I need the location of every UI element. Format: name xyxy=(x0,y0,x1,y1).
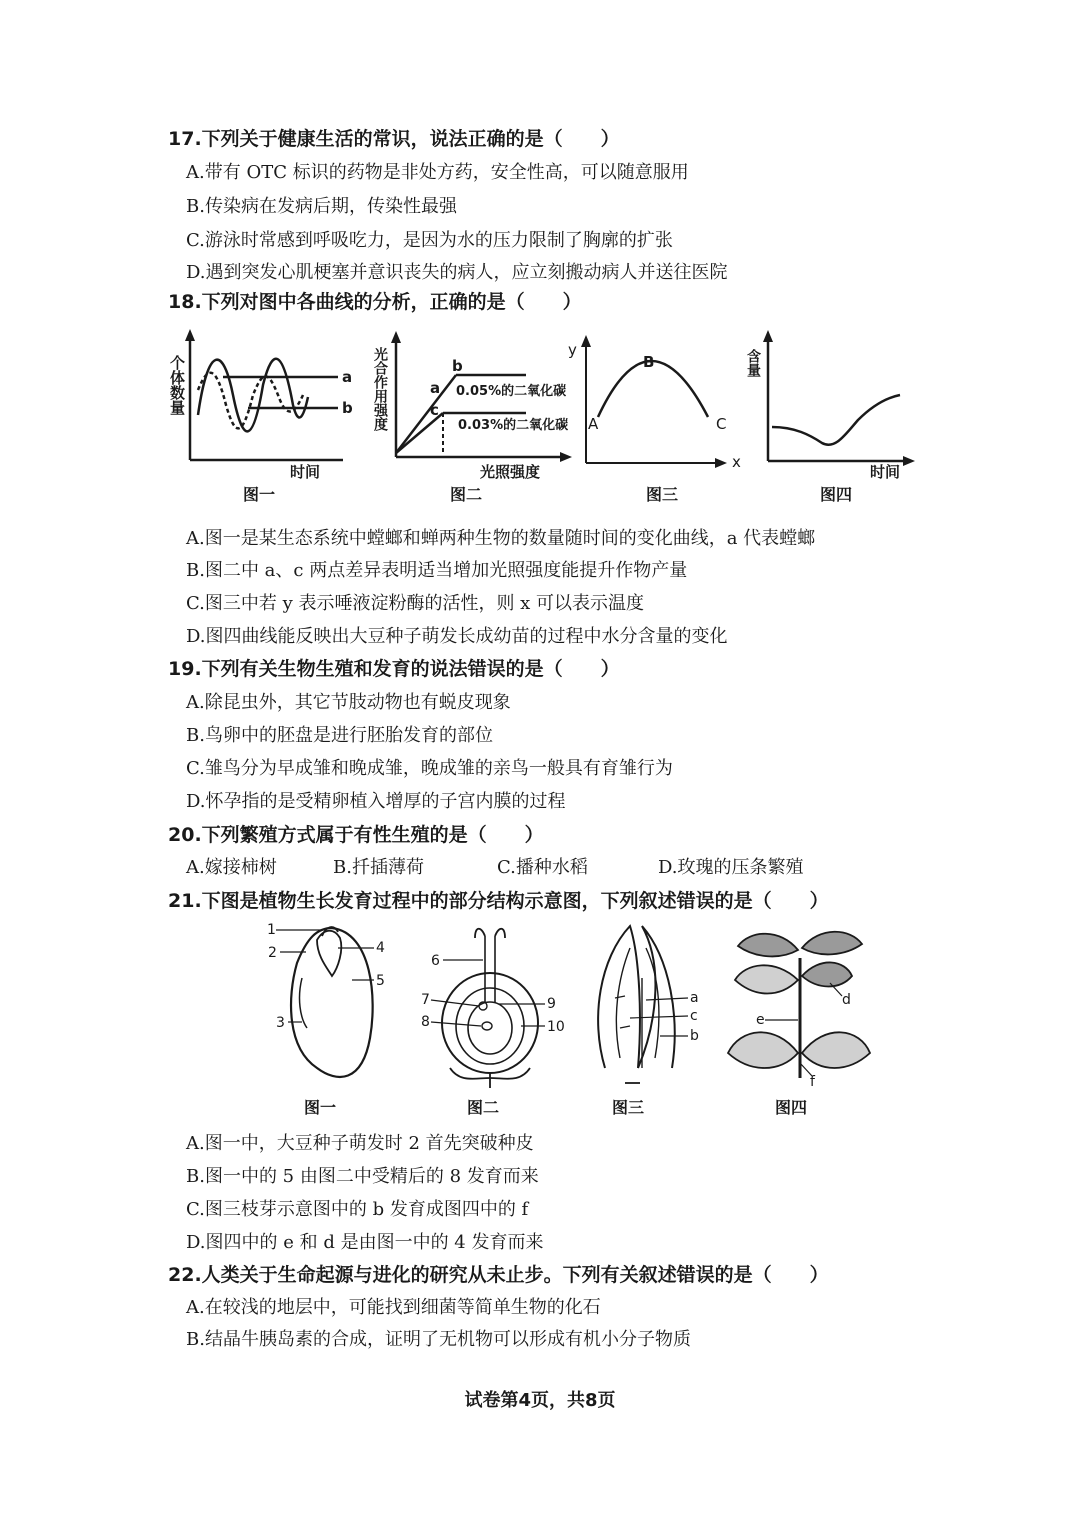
q18-figure-2 xyxy=(368,325,573,515)
question-18-option-d: D.图四曲线能反映出大豆种子萌发长成幼苗的过程中水分含量的变化 xyxy=(186,626,728,647)
question-21-option-a: A.图一中，大豆种子萌发时 2 首先突破种皮 xyxy=(186,1133,534,1154)
q18-fig3-label-b: B xyxy=(643,353,655,371)
question-19-option-c: C.雏鸟分为早成雏和晚成雏，晚成雏的亲鸟一般具有育雏行为 xyxy=(186,758,673,779)
question-19-option-d: D.怀孕指的是受精卵植入增厚的子宫内膜的过程 xyxy=(186,791,566,812)
question-21-option-d: D.图四中的 e 和 d 是由图一中的 4 发育而来 xyxy=(186,1232,544,1253)
question-20-option-a: A.嫁接柿树 xyxy=(186,857,277,878)
question-17-stem: 17.下列关于健康生活的常识，说法正确的是（ ） xyxy=(168,128,620,150)
q18-fig2-xlabel: 光照强度 xyxy=(480,463,541,481)
question-18-option-c: C.图三中若 y 表示唾液淀粉酶的活性，则 x 可以表示温度 xyxy=(186,593,645,614)
q21-fig4-label-d: d xyxy=(842,992,851,1008)
q18-fig2-caption: 图二 xyxy=(450,485,483,504)
question-21-stem: 21.下图是植物生长发育过程中的部分结构示意图，下列叙述错误的是（ ） xyxy=(168,890,829,912)
q21-fig2-label-10: 10 xyxy=(547,1019,565,1035)
question-17-option-d: D.遇到突发心肌梗塞并意识丧失的病人，应立刻搬动病人并送往医院 xyxy=(186,262,728,283)
question-22-stem: 22.人类关于生命起源与进化的研究从未止步。下列有关叙述错误的是（ ） xyxy=(168,1264,829,1286)
q18-fig3-xlabel: x xyxy=(732,453,741,471)
q18-figure-4 xyxy=(745,325,925,515)
q18-fig2-label-a: a xyxy=(430,379,441,397)
q21-fig2-label-9: 9 xyxy=(547,996,556,1012)
question-21-option-c: C.图三枝芽示意图中的 b 发育成图四中的 f xyxy=(186,1199,529,1220)
q21-fig4-label-e: e xyxy=(756,1012,765,1028)
question-19-option-a: A.除昆虫外，其它节肢动物也有蜕皮现象 xyxy=(186,692,511,713)
question-19-option-b: B.鸟卵中的胚盘是进行胚胎发育的部位 xyxy=(186,725,493,746)
question-20-option-b: B.扦插薄荷 xyxy=(333,857,424,878)
q18-fig2-ylabel: 光合作用强度 xyxy=(372,347,388,431)
question-17-option-c: C.游泳时常感到呼吸吃力，是因为水的压力限制了胸廓的扩张 xyxy=(186,230,673,251)
q21-fig3-label-a: a xyxy=(690,990,699,1006)
question-22-option-b: B.结晶牛胰岛素的合成，证明了无机物可以形成有机小分子物质 xyxy=(186,1329,691,1350)
page-footer: 试卷第4页，共8页 xyxy=(464,1390,616,1411)
q18-fig1-label-b: b xyxy=(342,399,353,417)
q21-fig2-label-6: 6 xyxy=(431,953,440,969)
q18-fig3-label-c: C xyxy=(716,415,727,433)
q18-fig2-line1: 0.05%的二氧化碳 xyxy=(456,384,567,399)
q18-fig1-label-a: a xyxy=(342,368,353,386)
q21-fig3-label-c: c xyxy=(690,1008,698,1024)
q18-fig1-caption: 图一 xyxy=(243,485,276,504)
q21-fig3-caption: 图三 xyxy=(612,1098,645,1117)
question-20-option-d: D.玫瑰的压条繁殖 xyxy=(658,857,804,878)
question-18-stem: 18.下列对图中各曲线的分析，正确的是（ ） xyxy=(168,291,582,313)
q18-fig4-caption: 图四 xyxy=(820,485,853,504)
q18-fig1-xlabel: 时间 xyxy=(290,463,321,481)
q21-fig4-caption: 图四 xyxy=(775,1098,808,1117)
q21-fig1-label-4: 4 xyxy=(376,940,385,956)
question-22-option-a: A.在较浅的地层中，可能找到细菌等简单生物的化石 xyxy=(186,1297,601,1318)
q21-fig2-label-8: 8 xyxy=(421,1014,430,1030)
q21-figure-4 xyxy=(720,918,880,1118)
question-21-option-b: B.图一中的 5 由图二中受精后的 8 发育而来 xyxy=(186,1166,539,1187)
q21-fig2-label-7: 7 xyxy=(421,992,430,1008)
q18-fig2-line2: 0.03%的二氧化碳 xyxy=(458,418,569,433)
q18-fig4-ylabel: 含量 xyxy=(745,349,761,377)
q21-fig3-label-b: b xyxy=(690,1028,699,1044)
question-20-stem: 20.下列繁殖方式属于有性生殖的是（ ） xyxy=(168,824,544,846)
q21-fig1-caption: 图一 xyxy=(304,1098,337,1117)
q21-fig4-label-f: f xyxy=(810,1074,815,1090)
q18-figure-3 xyxy=(568,325,748,515)
q21-figure-3 xyxy=(580,918,720,1118)
q18-fig3-caption: 图三 xyxy=(646,485,679,504)
q21-fig2-caption: 图二 xyxy=(467,1098,500,1117)
q18-fig2-label-b: b xyxy=(452,357,463,375)
q21-fig1-label-3: 3 xyxy=(276,1015,285,1031)
q21-fig1-label-5: 5 xyxy=(376,973,385,989)
question-20-option-c: C.播种水稻 xyxy=(497,857,588,878)
q18-fig3-label-a: A xyxy=(588,415,599,433)
q18-figure-1 xyxy=(168,325,368,515)
q21-fig1-label-2: 2 xyxy=(268,945,277,961)
q18-fig4-xlabel: 时间 xyxy=(870,463,901,481)
question-18-option-a: A.图一是某生态系统中螳螂和蝉两种生物的数量随时间的变化曲线，a 代表螳螂 xyxy=(186,528,816,549)
q18-fig3-ylabel: y xyxy=(568,341,577,359)
question-17-option-b: B.传染病在发病后期，传染性最强 xyxy=(186,196,457,217)
q18-fig2-label-c: c xyxy=(430,401,439,419)
question-17-option-a: A.带有 OTC 标识的药物是非处方药，安全性高，可以随意服用 xyxy=(186,162,689,183)
q21-figure-2 xyxy=(415,918,575,1118)
question-18-option-b: B.图二中 a、c 两点差异表明适当增加光照强度能提升作物产量 xyxy=(186,560,688,581)
q21-fig1-label-1: 1 xyxy=(267,922,276,938)
q18-fig1-ylabel: 个体数量 xyxy=(168,355,186,415)
q21-figure-1 xyxy=(262,918,402,1118)
question-19-stem: 19.下列有关生物生殖和发育的说法错误的是（ ） xyxy=(168,658,620,680)
